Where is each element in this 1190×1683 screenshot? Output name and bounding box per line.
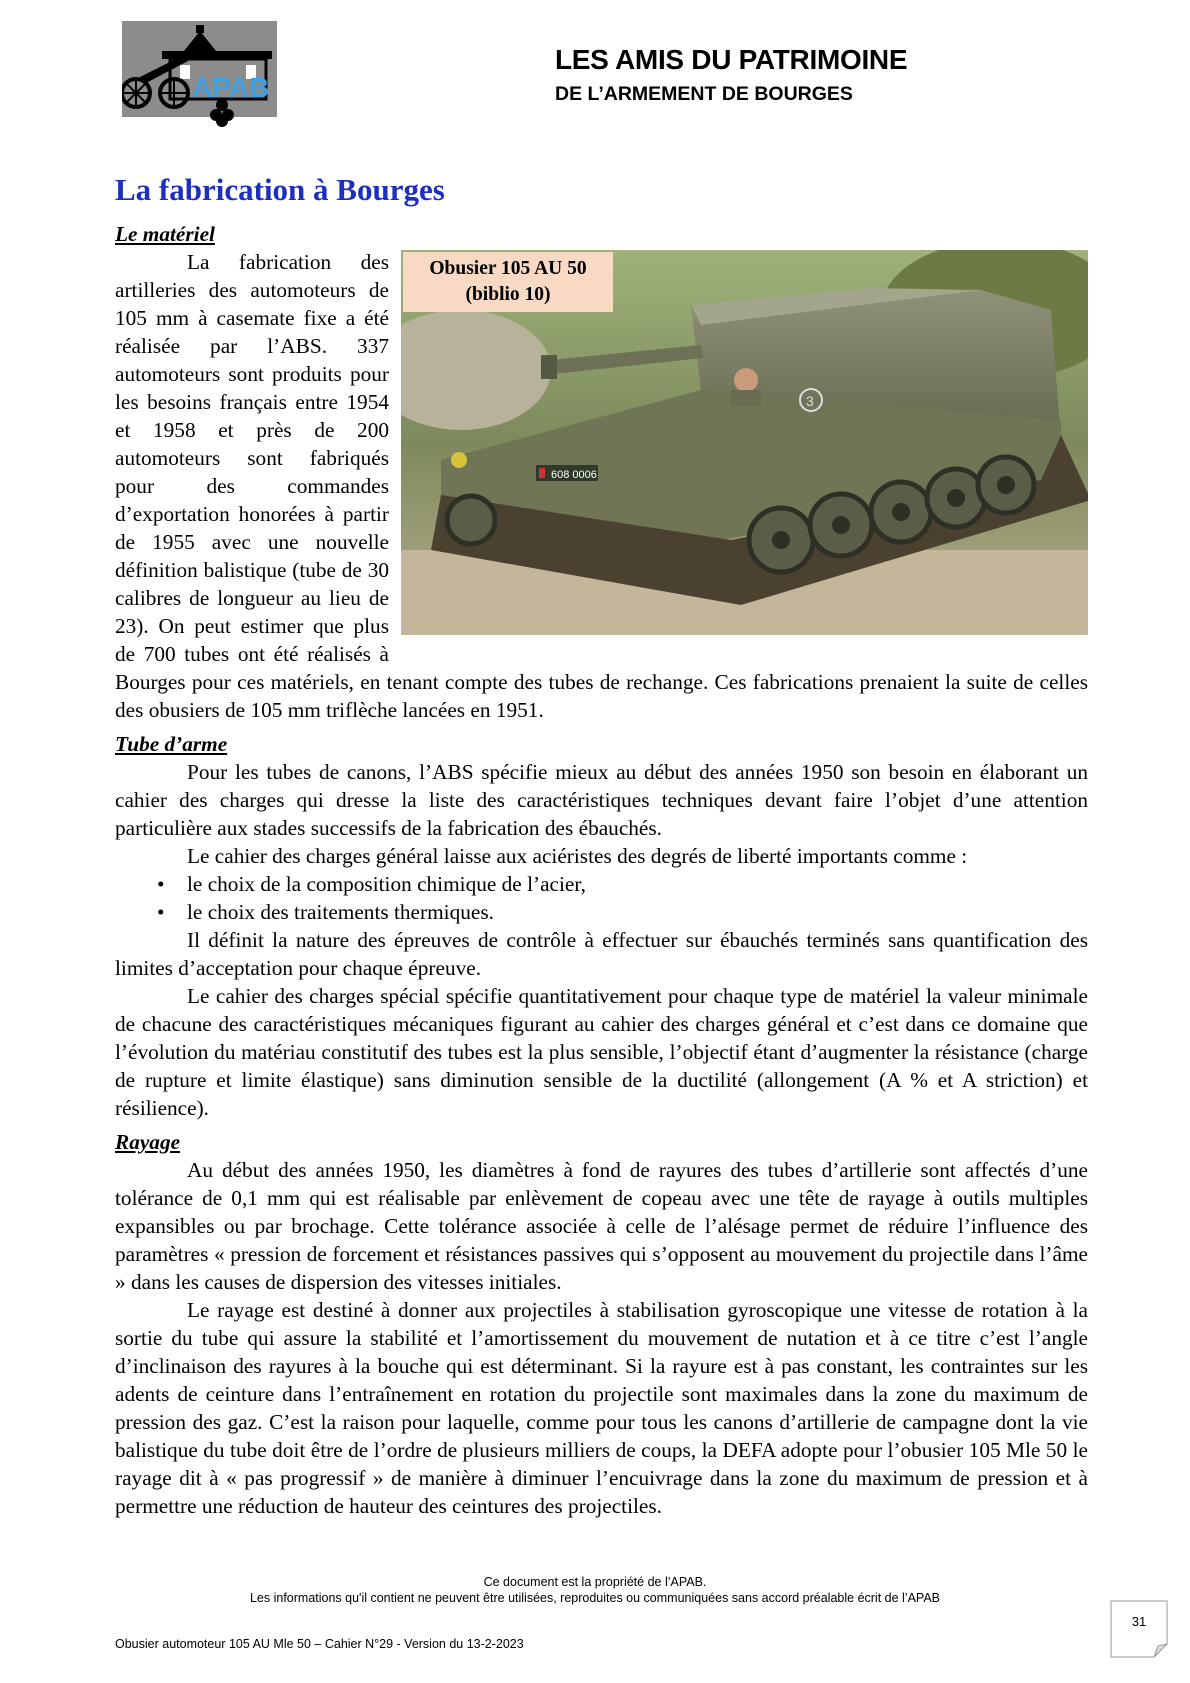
vehicle-number: 3 bbox=[806, 393, 814, 409]
rayage-paragraph-2: Le rayage est destiné à donner aux projectiles à stabilisation gyroscopique une vitesse de rotation à la sortie du tube qui assure la stabilité et l’amortissement du mouvement de nutation et à ce titre c’est l’angle d’inclinaison des rayures à la bouche qui est déterminant. Si la rayure est à pas constant, les contraintes sur les adents de ceinture dans l’entraînement en rotation du projectile sont maximales dans la zone du maximum de pression des gaz. C’est la raison pour laquelle, comme pour tous les canons d’artillerie de campagne dont la vie balistique du tube doit être de l’ordre de plusieurs milliers de coups, la DEFA adopte pour l’obusier 105 Mle 50 le rayage dit à « pas progressif » de manière à diminuer l’encuivrage dans la zone du maximum de pression et à permettre une réduction de hauteur des ceintures des projectiles. bbox=[115, 1298, 1088, 1518]
photo-caption-source: (biblio 10) bbox=[465, 284, 551, 305]
footer-document-ref: Obusier automoteur 105 AU Mle 50 – Cahier N°29 - Version du 13-2-2023 bbox=[115, 1637, 524, 1651]
org-subtitle: DE L’ARMEMENT DE BOURGES bbox=[555, 83, 853, 105]
footer-notice: Les informations qu'il contient ne peuvent être utilisées, reproduites ou communiquées sans accord préalable écrit de l’APAB bbox=[249, 1591, 941, 1605]
org-title: LES AMIS DU PATRIMOINE bbox=[555, 44, 908, 75]
tube-paragraph-3: Il définit la nature des épreuves de contrôle à effectuer sur ébauchés terminés sans quantification des limites d’acceptation pour chaque épreuve. bbox=[115, 928, 1088, 980]
section-heading-materiel: Le matériel bbox=[115, 222, 215, 246]
tube-bullet-list bbox=[115, 870, 1088, 926]
section-heading-tube: Tube d’arme bbox=[115, 732, 228, 756]
vehicle-photo bbox=[401, 250, 1088, 635]
section-heading-rayage: Rayage bbox=[115, 1130, 181, 1154]
page-title: La fabrication à Bourges bbox=[115, 172, 445, 207]
apab-logo bbox=[122, 21, 290, 127]
rayage-paragraph-1: Au début des années 1950, les diamètres à fond de rayures des tubes d’artillerie sont affectés d’une tolérance de 0,1 mm qui est réalisable par enlèvement de copeau avec une tête de rayage à outils multiples expansibles ou par brochage. Cette tolérance associée à celle de l’alésage permet de réduire l’influence des paramètres « pression de forcement et résistances passives qui s’opposent au mouvement du projectile dans l’âme » dans les causes de dispersion des vitesses initiales. bbox=[115, 1158, 1088, 1294]
photo-caption bbox=[403, 252, 613, 312]
materiel-paragraph: La fabrication des artilleries des automoteurs de 105 mm à casemate fixe a été réalisée par l’ABS. 337 automoteurs sont produits pour les besoins français entre 1954 et 1958 et près de 200 automoteurs sont fabriqués pour des commandes d’exportation honorées à partir de 1955 avec une nouvelle définition balistique (tube de 30 calibres de longueur au lieu de 23). On peut estimer que plus de 700 tubes ont été réalisés à Bourges pour ces matériels, en tenant compte des tubes de rechange. Ces fabrications prenaient la suite de celles des obusiers de 105 mm triflèche lancées en 1951. bbox=[115, 250, 1088, 722]
photo-caption-title: Obusier 105 AU 50 bbox=[429, 258, 587, 279]
page-number: 31 bbox=[1131, 1614, 1147, 1629]
list-item: • le choix des traitements thermiques. bbox=[115, 898, 1088, 926]
list-item: • le choix de la composition chimique de l’acier, bbox=[115, 870, 1088, 898]
vehicle-plate: 608 0006 bbox=[551, 469, 597, 481]
article-body bbox=[115, 220, 1088, 1520]
footer-ownership: Ce document est la propriété de l’APAB. bbox=[483, 1575, 707, 1589]
page-number-box bbox=[1110, 1600, 1168, 1658]
tube-paragraph-2: Le cahier des charges général laisse aux aciéristes des degrés de liberté importants comme : bbox=[187, 844, 968, 868]
tube-paragraph-1: Pour les tubes de canons, l’ABS spécifie mieux au début des années 1950 son besoin en élaborant un cahier des charges qui dresse la liste des caractéristiques techniques devant faire l’objet d’une attention particulière aux stades successifs de la fabrication des ébauchés. bbox=[115, 760, 1088, 840]
logo-text: APAB bbox=[192, 72, 270, 103]
tube-paragraph-4: Le cahier des charges spécial spécifie quantitativement pour chaque type de matériel la valeur minimale de chacune des caractéristiques mécaniques figurant au cahier des charges général et c’est dans ce domaine que l’évolution du matériau constitutif des tubes est la plus sensible, l’objectif étant d’augmenter la résistance (charge de rupture et limite élastique) sans diminution sensible de la ductilité (allongement (A % et A striction) et résilience). bbox=[115, 984, 1088, 1120]
